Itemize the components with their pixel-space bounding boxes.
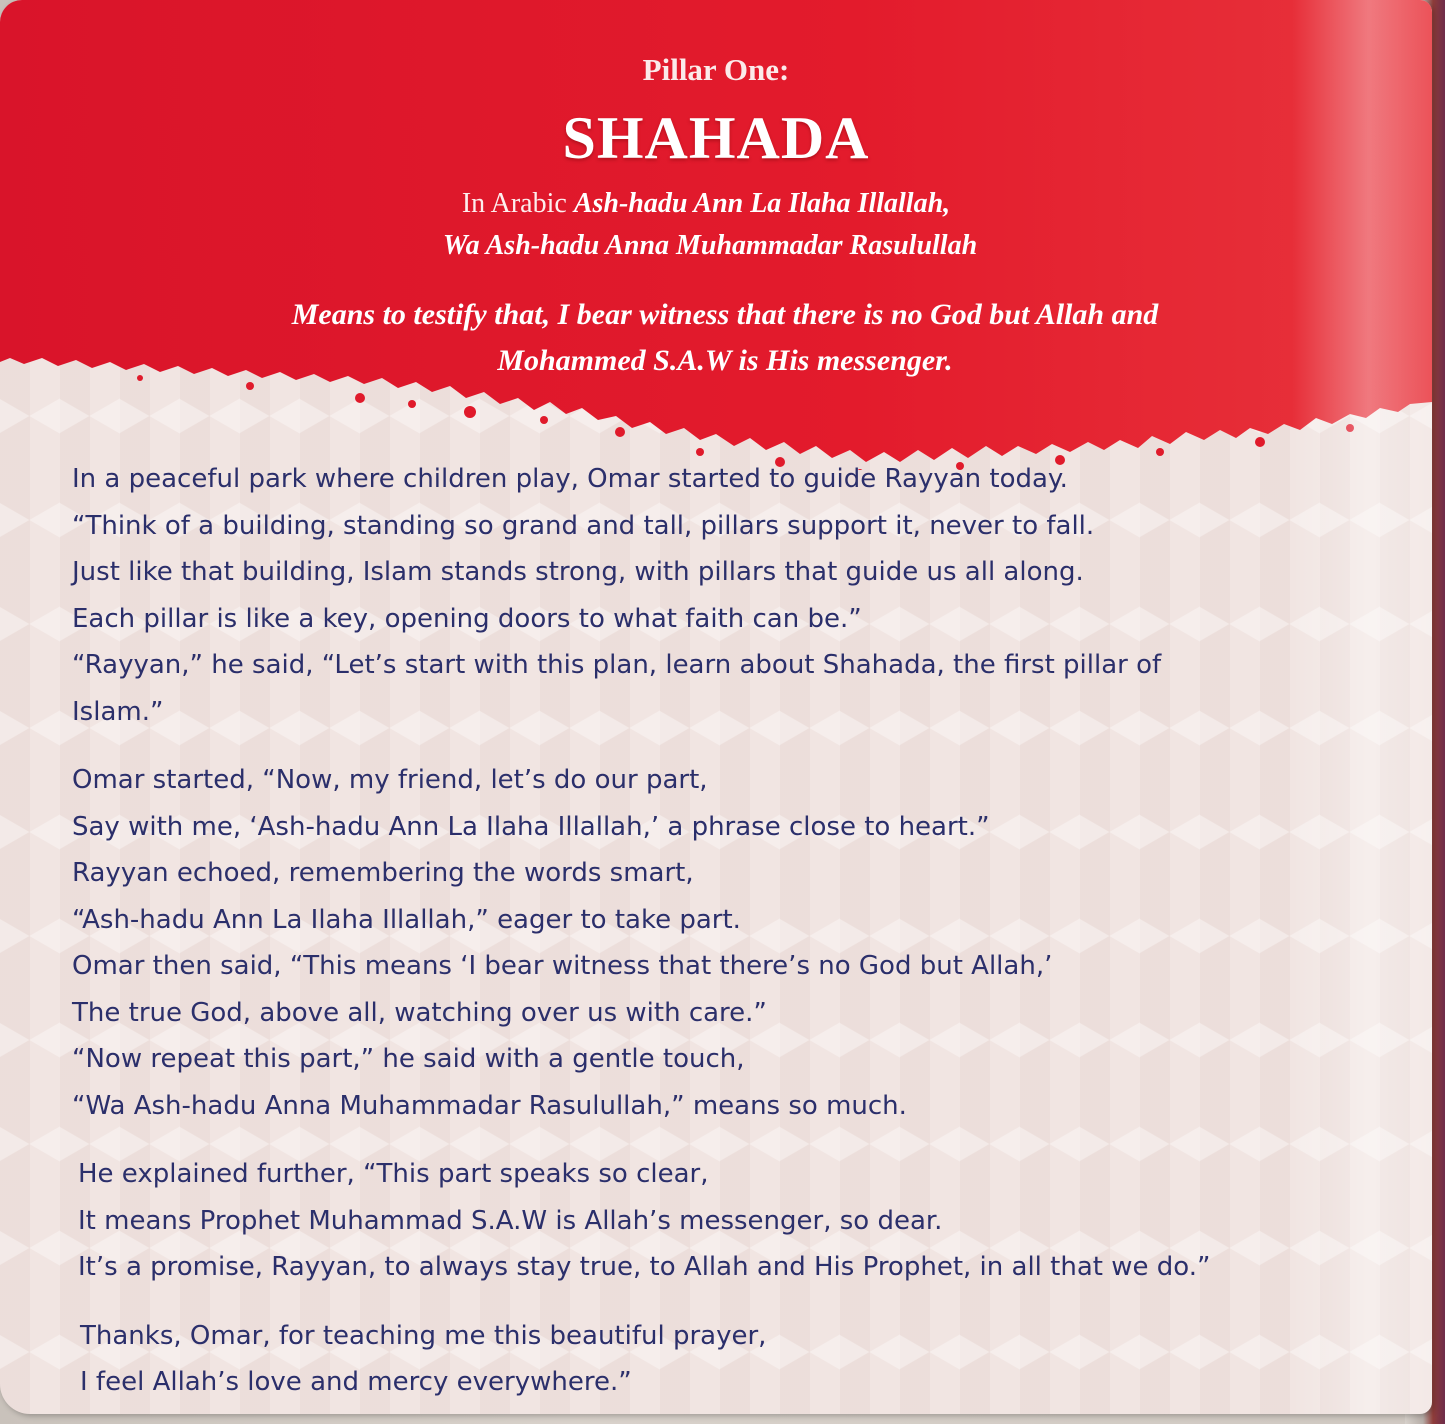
story-line: Omar then said, “This means ‘I bear witness that there’s no God but Allah,’ [72,951,1053,981]
story-line: It’s a promise, Rayyan, to always stay true, to Allah and His Prophet, in all that we do.” [78,1252,1211,1282]
story-line: Just like that building, Islam stands strong, with pillars that guide us all along. [72,557,1084,587]
arabic-transliteration-2: Wa Ash-hadu Anna Muhammadar Rasulullah [442,230,978,261]
arabic-transliteration-1: Ash-hadu Ann La Ilaha Illallah, [573,188,951,219]
story-line: Thanks, Omar, for teaching me this beautiful prayer, [80,1320,767,1351]
story-line: “Rayyan,” he said, “Let’s start with this plan, learn about Shahada, the first pillar of [72,650,1162,680]
story-line: Omar started, “Now, my friend, let’s do our part, [72,765,708,795]
meaning-text [80,292,1370,384]
stanza-4 [72,1313,1372,1406]
pillar-label: Pillar One: [642,52,790,87]
story-line: I feel Allah’s love and mercy everywhere.” [80,1367,632,1397]
story-line: It means Prophet Muhammad S.A.W is Allah’s messenger, so dear. [78,1205,943,1236]
arabic-line-2 [0,230,1426,262]
arabic-prefix: In Arabic [461,188,567,219]
header-band [0,0,1432,470]
story-line: Each pillar is like a key, opening doors to what faith can be.” [72,603,862,634]
page-title: SHAHADA [562,105,870,171]
meaning-line-1: Means to testify that, I bear witness that there is no God but Allah and [291,298,1159,331]
meaning-line-2: Mohammed S.A.W is His messenger. [497,344,953,377]
story-line: The true God, above all, watching over us with care.” [72,997,767,1028]
stanza-1 [72,456,1372,735]
story-line: “Ash-hadu Ann La Ilaha Illallah,” eager to take part. [72,904,741,935]
stanza-2 [72,757,1372,1129]
story-line: “Think of a building, standing so grand and tall, pillars support it, never to fall. [72,510,1095,541]
story-line: Islam.” [72,696,164,727]
stanza-3 [72,1151,1372,1291]
story-line: Rayyan echoed, remembering the words smart, [72,858,694,888]
story-line: He explained further, “This part speaks so clear, [78,1159,709,1189]
arabic-line-1 [0,188,1422,220]
story-text [72,456,1372,1414]
story-line: Say with me, ‘Ash-hadu Ann La Ilaha Illallah,’ a phrase close to heart.” [72,811,990,842]
story-line: “Now repeat this part,” he said with a gentle touch, [72,1044,745,1074]
story-line: In a peaceful park where children play, Omar started to guide Rayyan today. [72,464,1068,494]
story-line: “Wa Ash-hadu Anna Muhammadar Rasulullah,” means so much. [72,1090,907,1121]
